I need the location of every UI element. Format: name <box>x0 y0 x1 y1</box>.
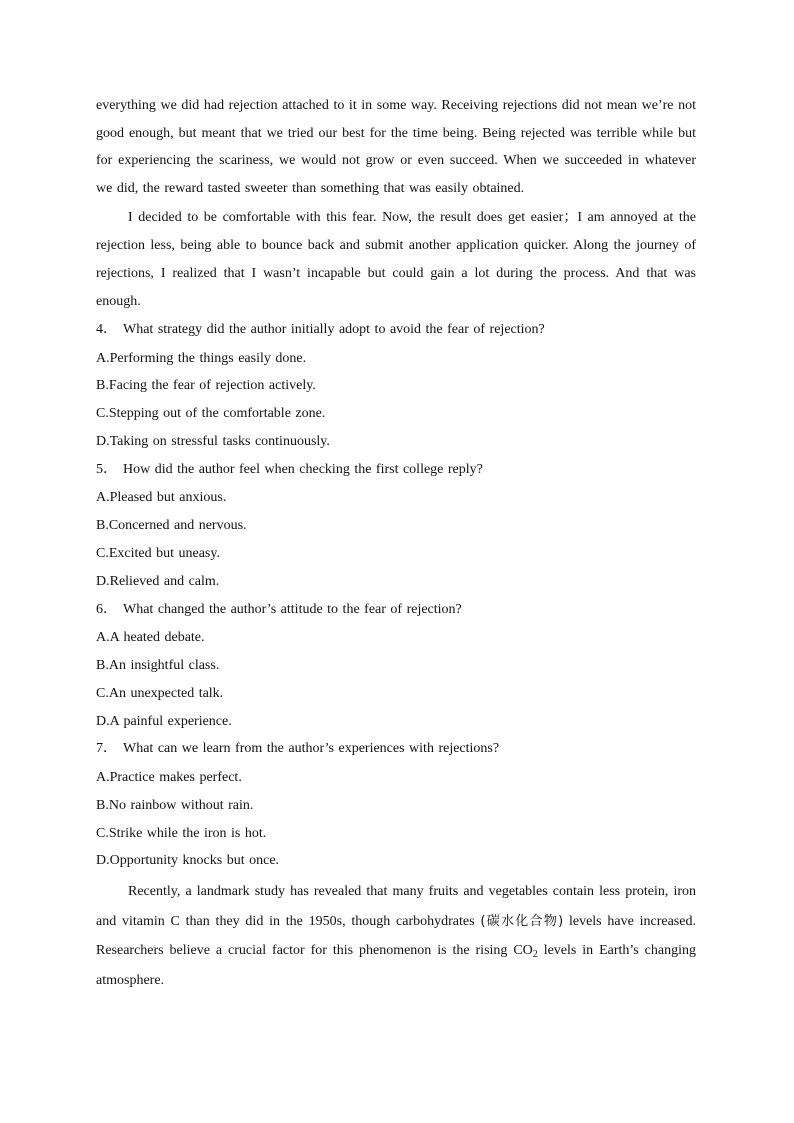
co2-formula: $CO_2$ <box>513 943 538 961</box>
question-stem <box>96 596 696 625</box>
question-7 <box>96 735 696 875</box>
option-c: C.Stepping out of the comfortable zone. <box>96 406 326 422</box>
question-4 <box>96 316 696 456</box>
question-number: 5． <box>96 461 117 477</box>
passage-2-text-end: levels in Earth’s changing atmosphere. <box>96 943 696 988</box>
question-stem <box>96 735 696 764</box>
option-b: B.Facing the fear of rejection actively. <box>96 378 316 394</box>
option-d: D.Relieved and calm. <box>96 573 220 589</box>
chinese-gloss: (碳水化合物) <box>480 913 564 929</box>
option-b: B.No rainbow without rain. <box>96 797 254 813</box>
question-text: How did the author feel when checking the first college reply? <box>123 461 483 477</box>
question-stem <box>96 316 696 345</box>
option-c: C.Excited but uneasy. <box>96 545 220 561</box>
option-b: B.Concerned and nervous. <box>96 518 247 534</box>
passage-2-paragraph <box>96 877 696 995</box>
co2-subscript: 2 <box>532 949 538 961</box>
question-number: 7． <box>96 741 117 757</box>
question-stem <box>96 456 696 485</box>
option-c: C.Strike while the iron is hot. <box>96 825 267 841</box>
question-6 <box>96 596 696 736</box>
question-text: What can we learn from the author’s experiences with rejections? <box>123 741 500 757</box>
question-number: 6． <box>96 601 117 617</box>
question-number: 4． <box>96 322 117 337</box>
question-text: What changed the author’s attitude to the fear of rejection? <box>123 601 462 617</box>
question-5 <box>96 456 696 596</box>
question-text: What strategy did the author initially adopt to avoid the fear of rejection? <box>123 322 545 337</box>
option-d: D.Taking on stressful tasks continuously. <box>96 433 330 449</box>
option-a: A.Performing the things easily done. <box>96 350 307 366</box>
passage-paragraph-last: I decided to be comfortable with this fear. Now, the result does get easier；I am annoyed at the rejection less, being able to bounce back and submit another application quicker. Along the journey of rejections, I realized that I wasn’t incapable but could gain a lot during the process. And that was enough. <box>96 210 696 309</box>
option-a: A.Practice makes perfect. <box>96 769 242 785</box>
option-b: B.An insightful class. <box>96 657 220 673</box>
option-d: D.Opportunity knocks but once. <box>96 853 280 869</box>
option-c: C.An unexpected talk. <box>96 685 224 701</box>
option-a: A.Pleased but anxious. <box>96 490 227 506</box>
passage-2-text-start: Recently, a landmark study has revealed that many fruits and vegetables contain less protein, iron and vitamin C than they did in the 1950s, though carbohydrates <box>96 884 696 929</box>
passage-2-text-middle: levels have increased. Researchers believe a crucial factor for this phenomenon is the rising <box>96 913 696 959</box>
option-d: D.A painful experience. <box>96 713 232 729</box>
option-a: A.A heated debate. <box>96 630 205 646</box>
page-content <box>96 92 696 995</box>
passage-paragraph-continued: everything we did had rejection attached to it in some way. Receiving rejections did not mean we’re not good enough, but meant that we tried our best for the time being. Being rejected was terrible while but for experiencing the scariness, we would not grow or even succeed. When we succeeded in whatever we did, the reward tasted sweeter than something that was easily obtained. <box>96 98 696 196</box>
